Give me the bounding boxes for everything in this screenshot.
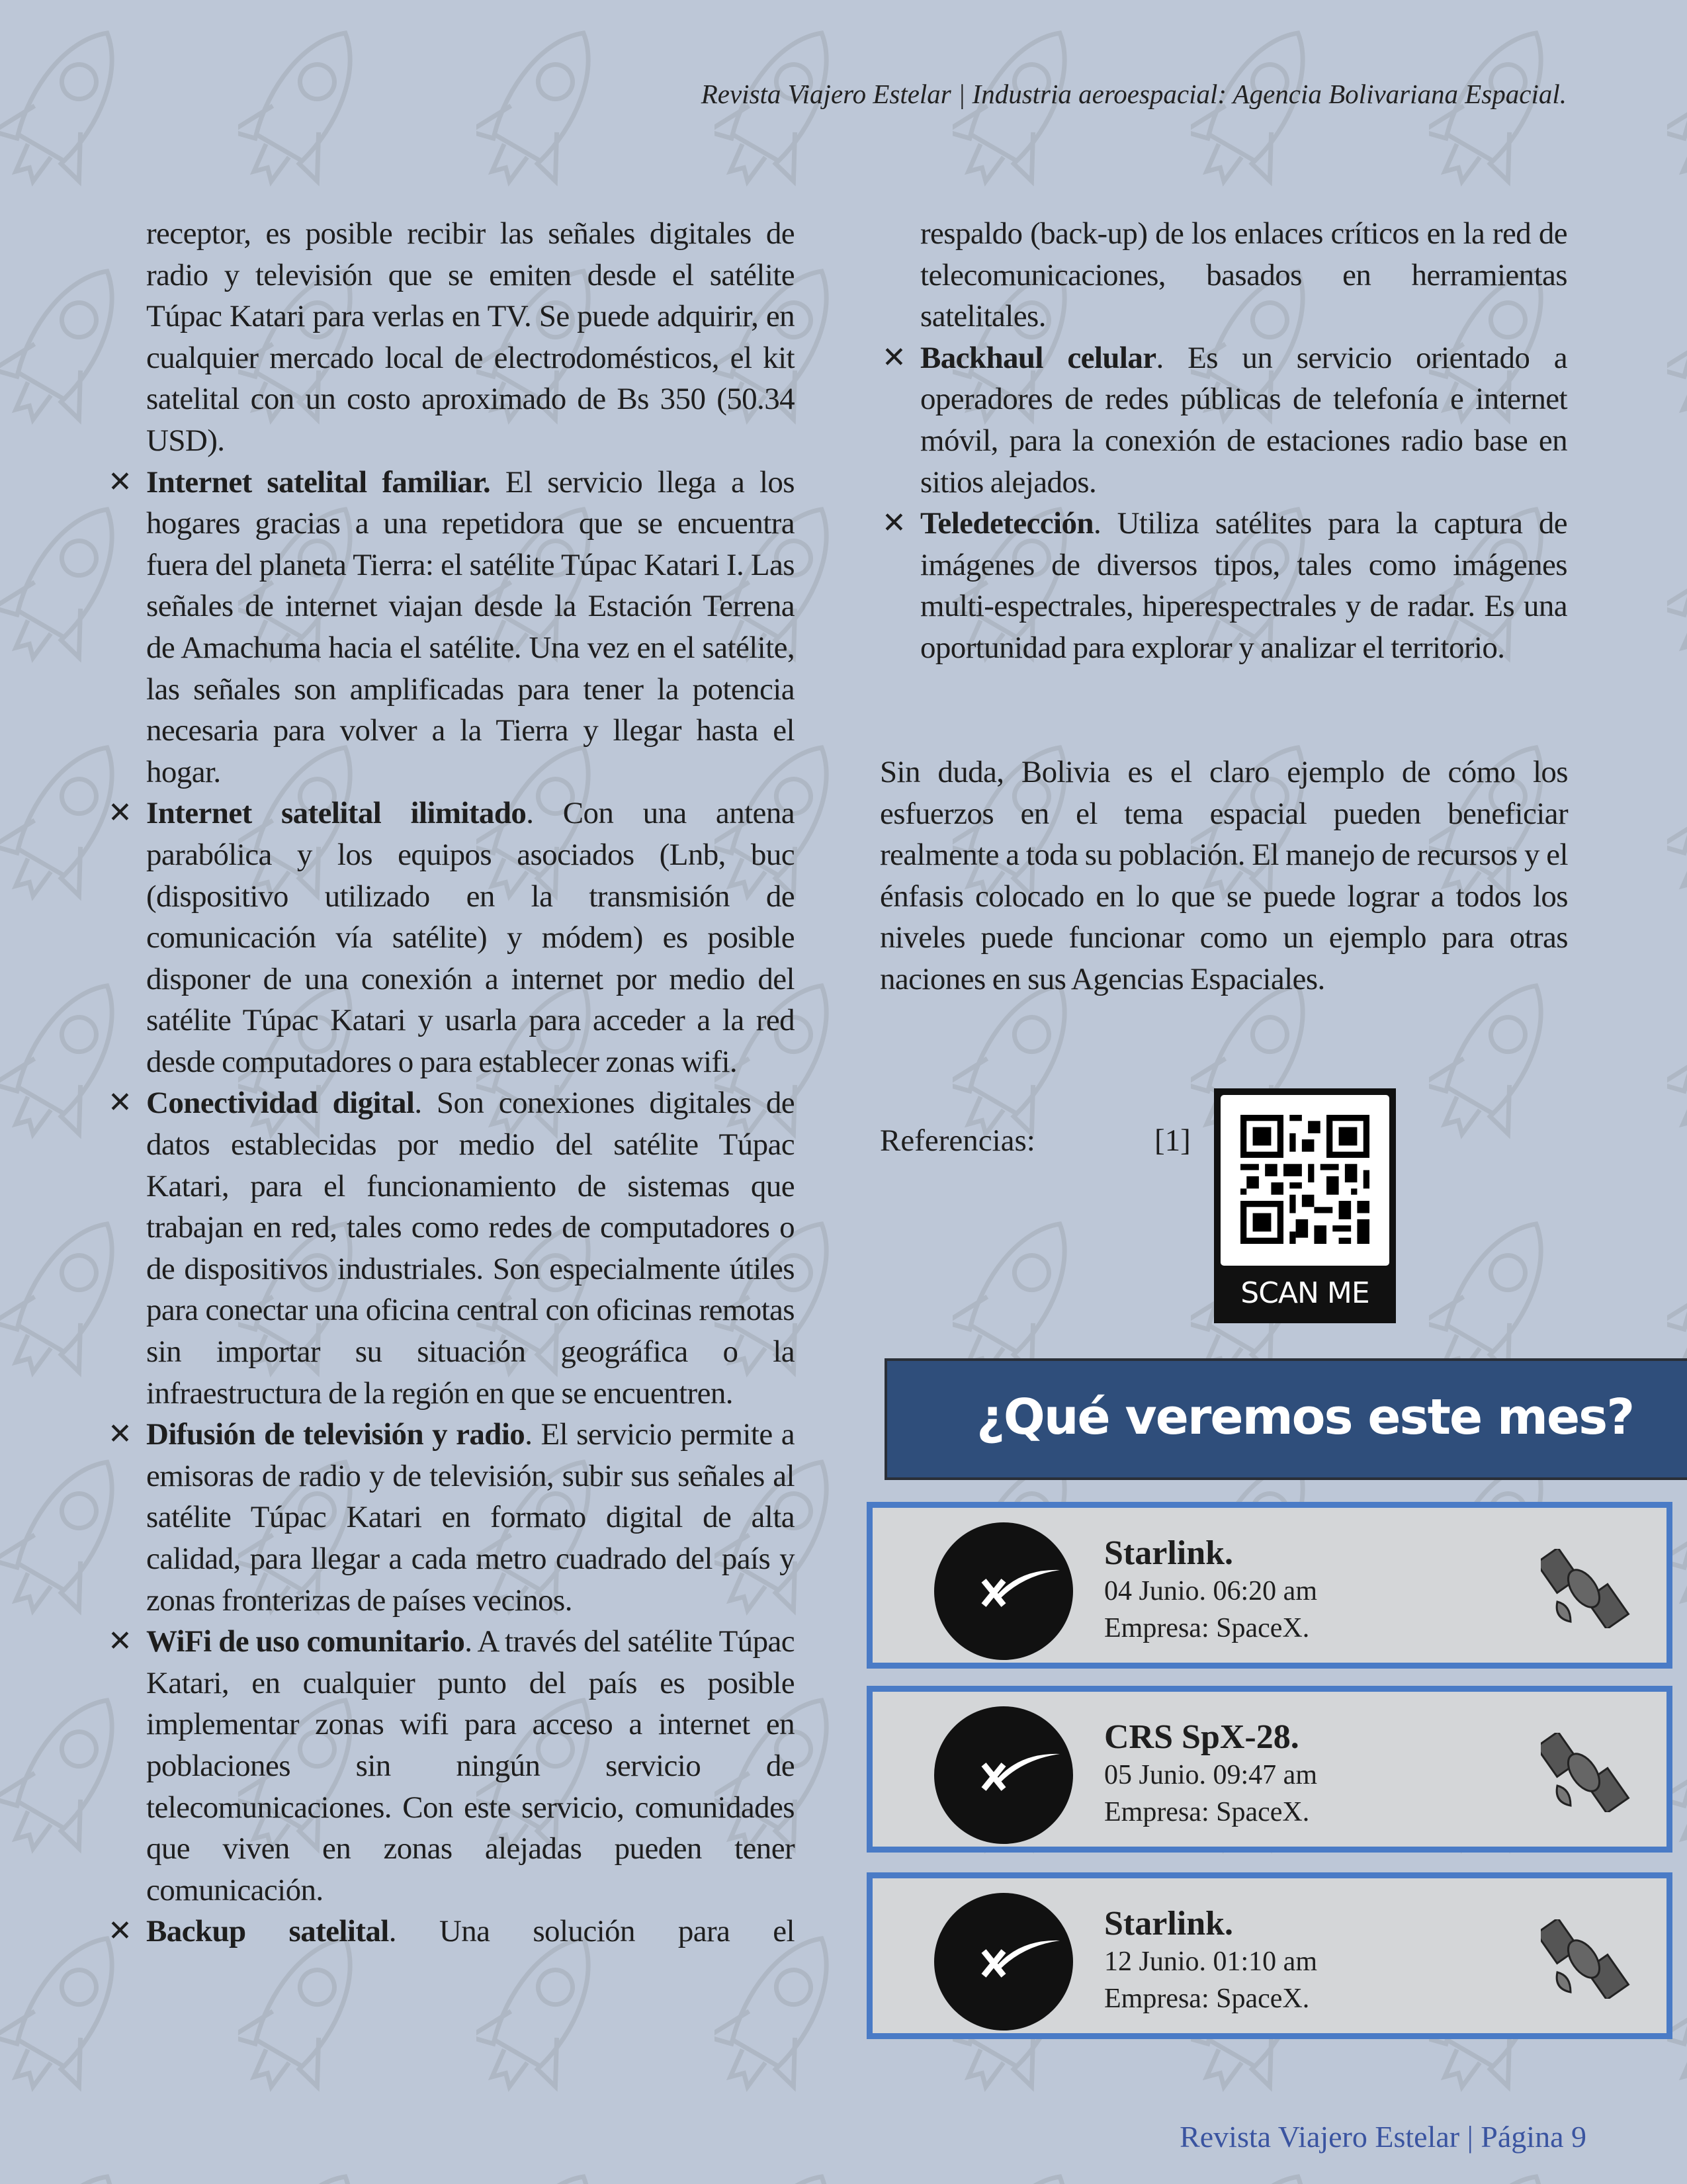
launch-card (867, 1502, 1672, 1669)
list-item (108, 1621, 795, 1911)
satellite-icon (1541, 1549, 1633, 1628)
launch-card (867, 1872, 1672, 2039)
satellite-icon (1541, 1733, 1633, 1812)
qr-code[interactable] (1214, 1088, 1396, 1323)
list-item (108, 1414, 795, 1621)
launch-date: 05 Junio. 09:47 am (1104, 1760, 1317, 1790)
x-bullet-icon: ✕ (882, 507, 906, 540)
item-title: WiFi de uso comunitario (146, 1624, 465, 1659)
launch-date: 04 Junio. 06:20 am (1104, 1576, 1317, 1606)
paragraph: respaldo (back-up) de los enlaces críticos en la red de telecomunicaciones, basados en herramientas satelitales. (920, 216, 1567, 334)
qr-code-image (1221, 1095, 1389, 1266)
x-bullet-icon: ✕ (108, 1625, 132, 1658)
launch-date: 12 Junio. 01:10 am (1104, 1946, 1317, 1977)
launch-company: Empresa: SpaceX. (1104, 1613, 1310, 1643)
x-bullet-icon: ✕ (108, 1086, 132, 1119)
closing-paragraph: Sin duda, Bolivia es el claro ejemplo de cómo los esfuerzos en el tema espacial pueden beneficiar realmente a toda su población. El manejo de recursos y el énfasis colocado en lo que se puede lograr a todos los niveles puede funcionar como un ejemplo para otras naciones en sus Agencias Espaciales. (880, 755, 1568, 996)
launch-card (867, 1686, 1672, 1853)
item-title: Teledetección (920, 506, 1094, 541)
x-bullet-icon: ✕ (108, 797, 132, 830)
references-label: Referencias: (880, 1123, 1035, 1158)
item-text: . A través del satélite Túpac Katari, en cualquier punto del país es posible implementar zonas wifi para acceso a internet en poblaciones sin ningún servicio de telecomunicaciones. Con este servicio, comunidades que viven en zonas alejadas pueden tener comunicación. (146, 1624, 795, 1907)
item-text: . Utiliza satélites para la captura de imágenes de diversos tipos, tales como imágenes multi-espectrales, hiperespectrales y de radar. Es una oportunidad para explorar y analizar el territorio. (920, 506, 1567, 665)
left-column (108, 213, 795, 1952)
launch-title: Starlink. (1104, 1534, 1234, 1572)
item-title: Backup satelital (146, 1914, 389, 1949)
spacex-logo-icon (934, 1706, 1073, 1844)
x-bullet-icon: ✕ (882, 341, 906, 374)
running-header: Revista Viajero Estelar | Industria aeroespacial: Agencia Bolivariana Espacial. (701, 79, 1567, 109)
x-bullet-icon: ✕ (108, 465, 132, 498)
x-bullet-icon: ✕ (108, 1418, 132, 1451)
item-text: . Una solución para el (388, 1914, 795, 1949)
item-title: Internet satelital ilimitado (146, 796, 527, 831)
list-item (108, 793, 795, 1082)
section-banner (885, 1358, 1687, 1480)
paragraph: receptor, es posible recibir las señales digitales de radio y televisión que se emiten desde el satélite Túpac Katari para verlas en TV. Se puede adquirir, en cualquier mercado local de electrodomésticos, el kit satelital con un costo aproximado de Bs 350 (50.34 USD). (146, 216, 795, 458)
satellite-icon (1541, 1919, 1633, 1999)
launch-company: Empresa: SpaceX. (1104, 1797, 1310, 1827)
item-text: . Son conexiones digitales de datos establecidas por medio del satélite Túpac Katari, para el funcionamiento de sistemas que trabajan en red, tales como redes de computadores o de dispositivos industriales. Son especialmente útiles para conectar una oficina central con oficinas remotas sin importar su situación geográfica o la infraestructura de la región en que se encuentren. (146, 1086, 795, 1411)
item-title: Difusión de televisión y radio (146, 1417, 525, 1452)
reference-number: [1] (1154, 1123, 1191, 1158)
item-title: Internet satelital familiar. (146, 464, 491, 500)
qr-icon (1240, 1115, 1369, 1244)
launch-title: CRS SpX-28. (1104, 1718, 1299, 1756)
spacex-logo-icon (934, 1522, 1073, 1660)
list-item (108, 462, 795, 793)
item-title: Backhaul celular (920, 340, 1156, 375)
list-item (108, 1911, 795, 1952)
item-text: . El servicio permite a emisoras de radio y de televisión, subir sus señales al satélite Túpac Katari en formato digital de alta calidad, para llegar a cada metro cuadrado del país y zonas fronterizas de países vecinos. (146, 1417, 795, 1618)
list-item (108, 1082, 795, 1414)
x-bullet-icon: ✕ (108, 1915, 132, 1948)
item-text: El servicio llega a los hogares gracias a una repetidora que se encuentra fuera del planeta Tierra: el satélite Túpac Katari I. Las señales de internet viajan desde la Estación Terrena de Amachuma hacia el satélite. Una vez en el satélite, las señales son amplificadas para tener la potencia necesaria para volver a la Tierra y llegar hasta el hogar. (146, 464, 795, 789)
banner-title: ¿Qué veremos este mes? (976, 1389, 1634, 1446)
page-footer: Revista Viajero Estelar | Página 9 (1180, 2120, 1586, 2154)
item-text: . Con una antena parabólica y los equipos asociados (Lnb, buc (dispositivo utilizado en la transmisión de comunicación vía satélite) y módem) es posible disponer de una conexión a internet por medio del satélite Túpac Katari y usarla para acceder a la red desde computadores o para establecer zonas wifi. (146, 796, 795, 1079)
list-item (882, 503, 1567, 668)
spacex-logo-icon (934, 1893, 1073, 2031)
item-text: . Es un servicio orientado a operadores de redes públicas de telefonía e internet móvil, para la conexión de estaciones radio base en sitios alejados. (920, 340, 1567, 500)
list-item (882, 337, 1567, 503)
launch-title: Starlink. (1104, 1905, 1234, 1943)
qr-caption: SCAN ME (1240, 1276, 1369, 1310)
launch-company: Empresa: SpaceX. (1104, 1984, 1310, 2014)
item-title: Conectividad digital (146, 1086, 415, 1121)
right-column (882, 213, 1567, 669)
